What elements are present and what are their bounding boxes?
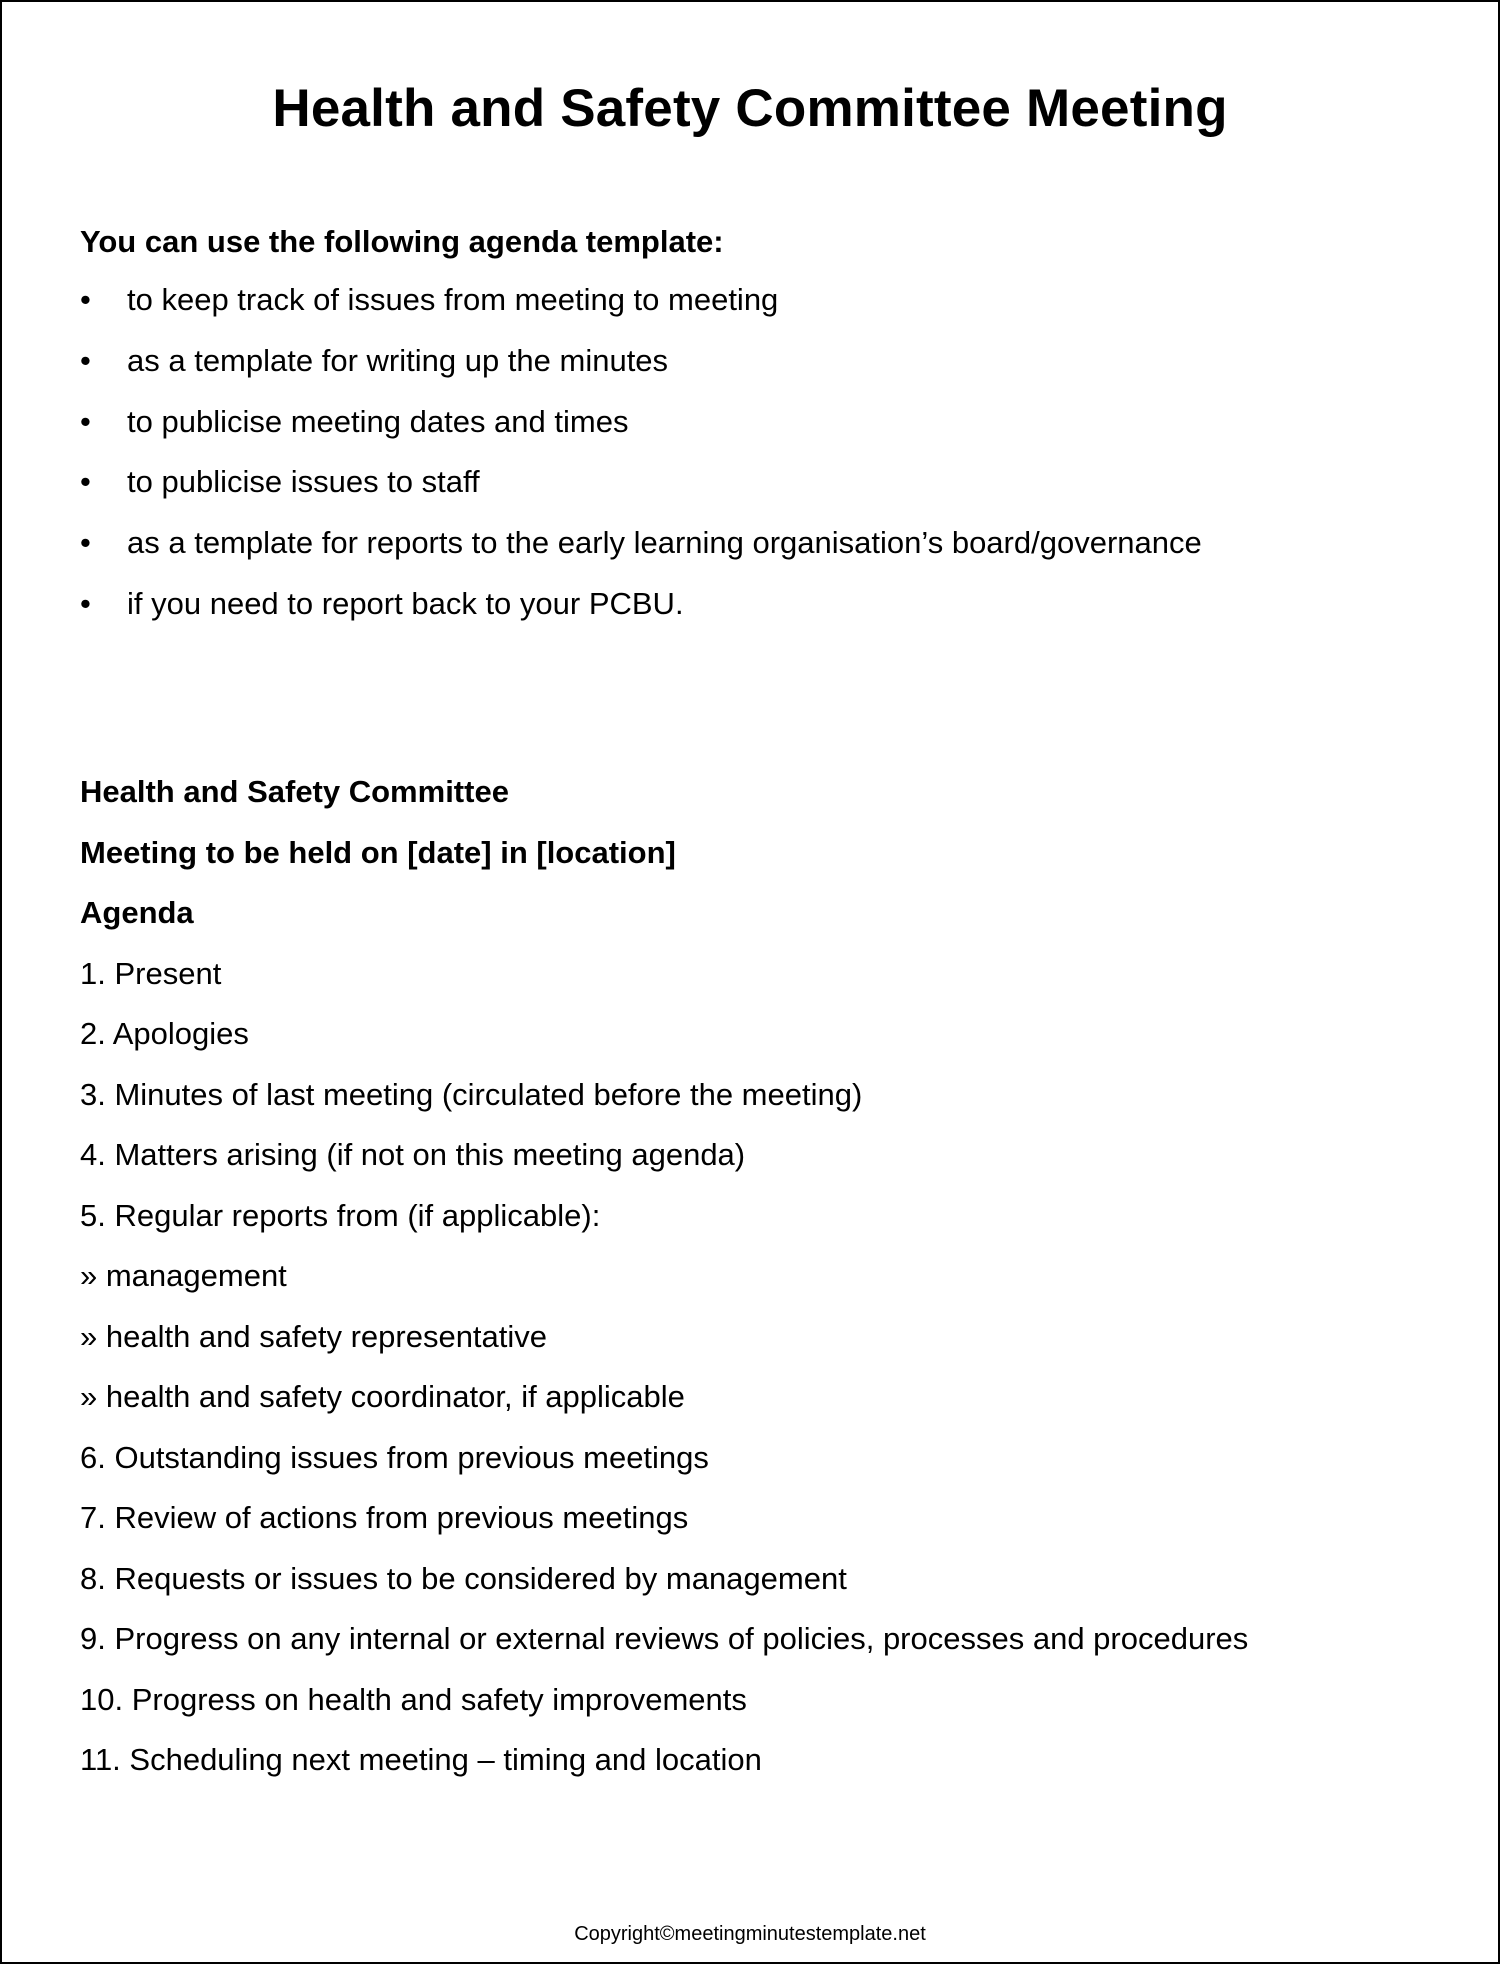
- agenda-subitem: » health and safety representative: [80, 1318, 548, 1354]
- agenda-item: 10. Progress on health and safety improvements: [80, 1681, 747, 1717]
- agenda-item: 7. Review of actions from previous meetings: [80, 1500, 689, 1535]
- bullet-icon: •: [80, 464, 91, 500]
- page-title: Health and Safety Committee Meeting: [272, 79, 1228, 138]
- bullet-icon: •: [80, 525, 91, 561]
- agenda-item: 3. Minutes of last meeting (circulated before the meeting): [80, 1076, 863, 1112]
- agenda-item: 2. Apologies: [80, 1016, 249, 1051]
- bullet-icon: •: [80, 403, 91, 439]
- agenda-heading: Agenda: [80, 895, 194, 930]
- agenda-subitem: » management: [80, 1258, 287, 1293]
- bullet-text: if you need to report back to your PCBU.: [127, 585, 684, 621]
- agenda-item: 1. Present: [80, 955, 222, 991]
- agenda-item: 8. Requests or issues to be considered by management: [80, 1560, 847, 1596]
- committee-heading: Health and Safety Committee: [80, 774, 509, 809]
- bullet-icon: •: [80, 342, 91, 378]
- bullet-text: to publicise issues to staff: [127, 464, 480, 500]
- agenda-section: [80, 776, 1248, 1805]
- agenda-item: 5. Regular reports from (if applicable):: [80, 1197, 601, 1233]
- agenda-item: 9. Progress on any internal or external reviews of policies, processes and procedures: [80, 1621, 1249, 1656]
- copyright-footer: Copyright©meetingminutestemplate.net: [574, 1923, 926, 1945]
- agenda-subitem: » health and safety coordinator, if applicable: [80, 1379, 685, 1414]
- bullet-text: to publicise meeting dates and times: [127, 403, 629, 439]
- agenda-item: 4. Matters arising (if not on this meeting agenda): [80, 1137, 746, 1172]
- bullet-icon: •: [80, 282, 91, 317]
- bullet-text: as a template for reports to the early learning organisation’s board/governance: [127, 525, 1202, 561]
- intro-heading: You can use the following agenda template:: [80, 224, 724, 259]
- agenda-item: 11. Scheduling next meeting – timing and location: [80, 1742, 762, 1777]
- agenda-item: 6. Outstanding issues from previous meetings: [80, 1439, 709, 1475]
- meeting-details-line: Meeting to be held on [date] in [location]: [80, 834, 676, 870]
- bullet-text: as a template for writing up the minutes: [127, 342, 669, 378]
- bullet-text: to keep track of issues from meeting to meeting: [127, 282, 779, 317]
- bullet-icon: •: [80, 585, 91, 621]
